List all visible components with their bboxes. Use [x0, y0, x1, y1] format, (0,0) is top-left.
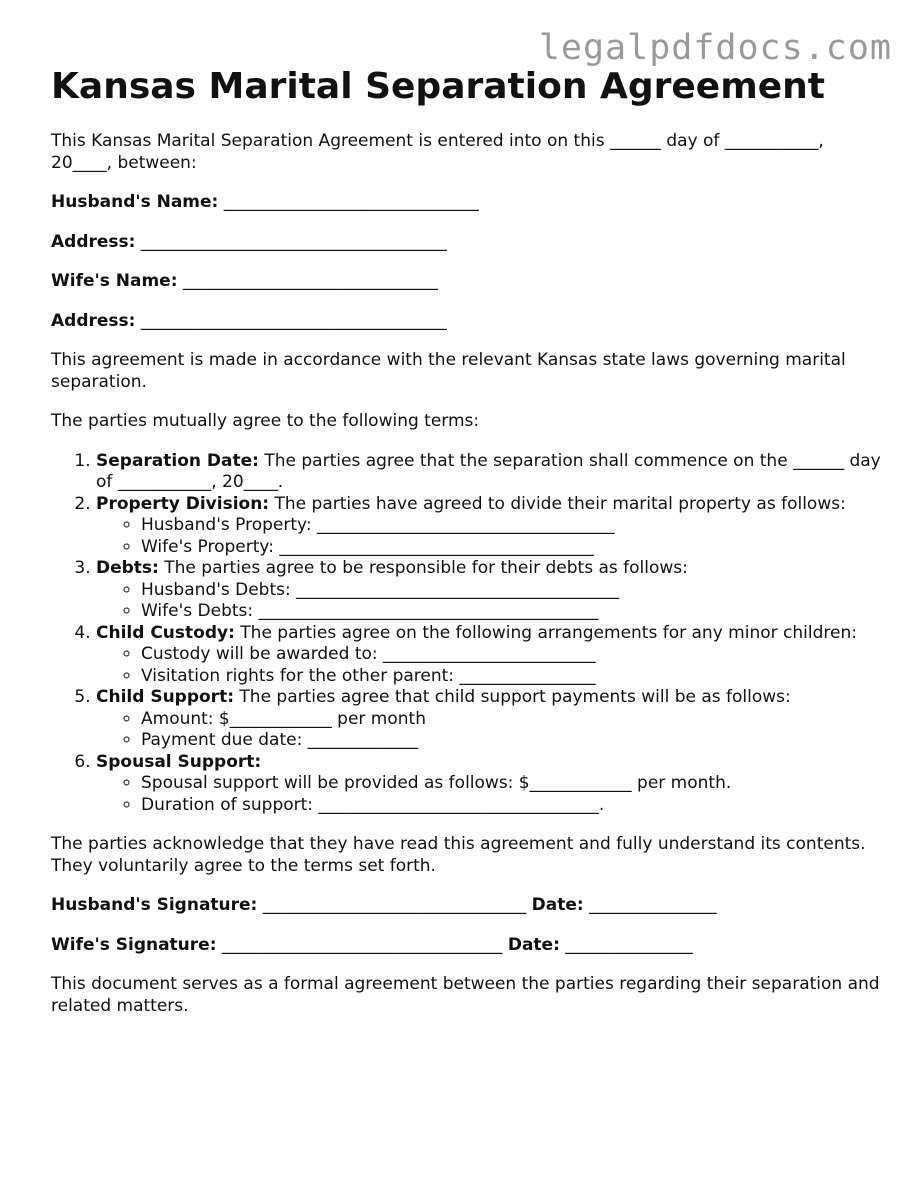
intro-paragraph: This Kansas Marital Separation Agreement is entered into on this ______ day of ___________, 20____, between:: [51, 131, 824, 173]
term-item: [96, 494, 881, 559]
wife-address-blank: ____________________________________: [140, 310, 447, 331]
wife-address-label: Address:: [51, 310, 136, 331]
term-heading: Debts:: [96, 558, 159, 578]
term-heading: Child Support:: [96, 687, 234, 707]
husband-name-blank: ______________________________: [223, 192, 479, 212]
term-text: The parties agree that the separation shall commence on the ______ day of ___________, 20____.: [96, 450, 881, 492]
husband-name-field: [51, 192, 881, 214]
acknowledge-paragraph: The parties acknowledge that they have read this agreement and fully understand its contents. They voluntarily agree to the terms set forth.: [51, 834, 866, 876]
sub-item: ◦ Wife's Debts: ________________________________________: [141, 601, 881, 623]
sub-list: [96, 773, 881, 816]
husband-signature-line: [51, 895, 881, 917]
term-item: [96, 451, 881, 494]
accordance-paragraph: This agreement is made in accordance with the relevant Kansas state laws governing marital separation.: [51, 350, 846, 392]
term-heading: Separation Date:: [96, 450, 259, 471]
term-text: The parties agree that child support payments will be as follows:: [234, 687, 791, 707]
page-title: Kansas Marital Separation Agreement: [51, 66, 825, 107]
term-text: The parties have agreed to divide their marital property as follows:: [269, 493, 846, 514]
term-text: The parties agree to be responsible for their debts as follows:: [158, 558, 688, 578]
husband-signature-blank: _______________________________: [257, 895, 532, 915]
sub-item: ◦ Spousal support will be provided as follows: $____________ per month.: [141, 773, 881, 795]
wife-name-field: [51, 271, 881, 293]
sub-item: ◦ Visitation rights for the other parent: ________________: [141, 666, 881, 688]
wife-signature-blank: _________________________________: [216, 934, 508, 955]
sub-item: ◦ Husband's Property: ___________________________________: [141, 515, 881, 537]
term-item: [96, 687, 881, 752]
wife-address-field: [51, 311, 881, 333]
wife-signature-label: Wife's Signature:: [51, 934, 217, 955]
husband-name-label: Husband's Name:: [51, 192, 219, 212]
sub-item: ◦ Custody will be awarded to: _________________________: [141, 644, 881, 666]
term-item: [96, 558, 881, 623]
husband-date-blank: _______________: [583, 895, 717, 915]
husband-date-label: Date:: [531, 895, 584, 915]
sub-list: [96, 644, 881, 687]
sub-item: ◦ Wife's Property: _____________________________________: [141, 537, 881, 559]
wife-name-blank: ______________________________: [182, 271, 438, 291]
closing-paragraph: This document serves as a formal agreement between the parties regarding their separation and related matters.: [51, 974, 880, 1016]
husband-address-blank: ____________________________________: [140, 231, 447, 252]
sub-list: [96, 709, 881, 752]
sub-item: ◦ Duration of support: _________________________________.: [141, 795, 881, 817]
husband-signature-label: Husband's Signature:: [51, 895, 258, 915]
sub-list: [96, 580, 881, 623]
term-heading: Child Custody:: [96, 622, 235, 643]
term-item: [96, 623, 881, 688]
term-heading: Property Division:: [96, 493, 270, 514]
wife-date-blank: _______________: [559, 934, 693, 955]
sub-item: ◦ Amount: $____________ per month: [141, 709, 881, 731]
sub-item: ◦ Payment due date: _____________: [141, 730, 881, 752]
sub-item: ◦ Husband's Debts: ______________________________________: [141, 580, 881, 602]
term-item: [96, 752, 881, 817]
sub-list: [96, 515, 881, 558]
term-text: The parties agree on the following arrangements for any minor children:: [234, 622, 857, 643]
terms-list: [51, 451, 881, 817]
husband-address-label: Address:: [51, 231, 136, 252]
wife-name-label: Wife's Name:: [51, 271, 178, 291]
wife-date-label: Date:: [507, 934, 560, 955]
husband-address-field: [51, 232, 881, 254]
term-heading: Spousal Support:: [96, 751, 262, 772]
wife-signature-line: [51, 935, 881, 957]
terms-intro: The parties mutually agree to the following terms:: [51, 411, 480, 431]
document-body: [51, 64, 881, 1017]
watermark: legalpdfdocs.com: [538, 28, 892, 68]
